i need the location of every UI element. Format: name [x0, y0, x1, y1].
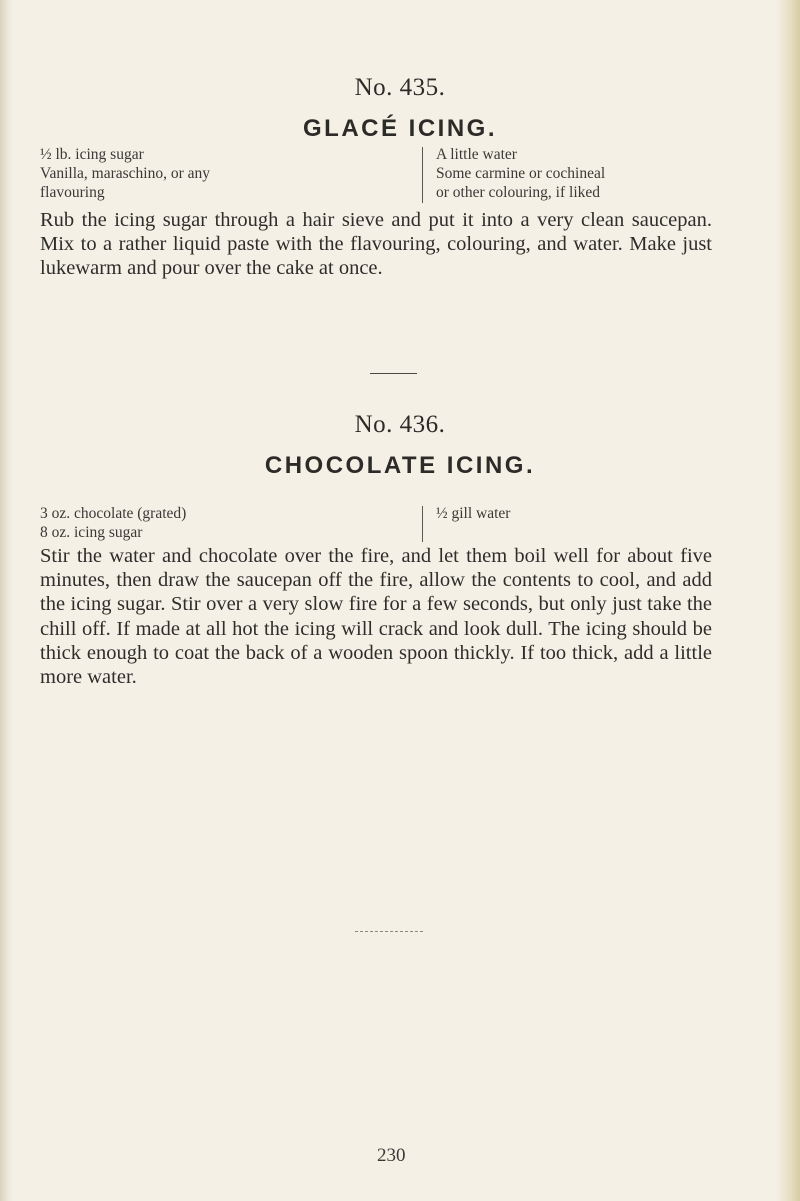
ingredient-item: or other colouring, if liked — [436, 184, 600, 201]
recipe-number: No. 435. — [354, 74, 446, 101]
recipe-title: GLACÉ ICING. — [302, 115, 497, 142]
ingredient-item: Vanilla, maraschino, or any — [40, 165, 211, 182]
ingredient-divider — [422, 506, 423, 542]
page-number: 230 — [377, 1145, 406, 1166]
ingredient-item: flavouring — [40, 184, 105, 201]
section-divider — [370, 373, 417, 374]
ingredient-item: ½ gill water — [436, 505, 511, 522]
ingredient-list — [40, 504, 720, 544]
ingredient-column-right — [436, 504, 510, 523]
page-gutter-shadow — [0, 0, 14, 1201]
ingredient-item: ½ lb. icing sugar — [40, 146, 144, 163]
ingredient-column-right — [436, 145, 605, 202]
ingredient-column-left — [40, 145, 210, 202]
ingredient-column-left — [40, 504, 186, 542]
recipe-title: CHOCOLATE ICING. — [264, 452, 536, 479]
recipe-number: No. 436. — [354, 411, 446, 438]
page-edge-shadow — [776, 0, 800, 1201]
ingredient-divider — [422, 147, 423, 203]
ingredient-list — [40, 145, 720, 205]
ingredient-item: Some carmine or cochineal — [436, 165, 606, 182]
ingredient-item: A little water — [436, 146, 517, 163]
ingredient-item: 3 oz. chocolate (grated) — [40, 505, 187, 522]
end-divider — [355, 931, 423, 932]
recipe-method: Stir the water and chocolate over the fire, and let them boil well for about five minutes, then draw the saucepan off the fire, allow the contents to cool, and add the icing sugar. Stir over a very slow fire for a few seconds, but only just take the chill off. If made at all hot the icing will crack and look dull. The icing should be thick enough to coat the back of a wooden spoon thickly. If too thick, add a little more water. — [40, 545, 712, 689]
recipe-method: Rub the icing sugar through a hair sieve and put it into a very clean saucepan. Mix to a rather liquid paste with the flavouring, colouring, and water. Make just lukewarm and pour over the cake at once. — [40, 209, 712, 280]
ingredient-item: 8 oz. icing sugar — [40, 524, 143, 541]
